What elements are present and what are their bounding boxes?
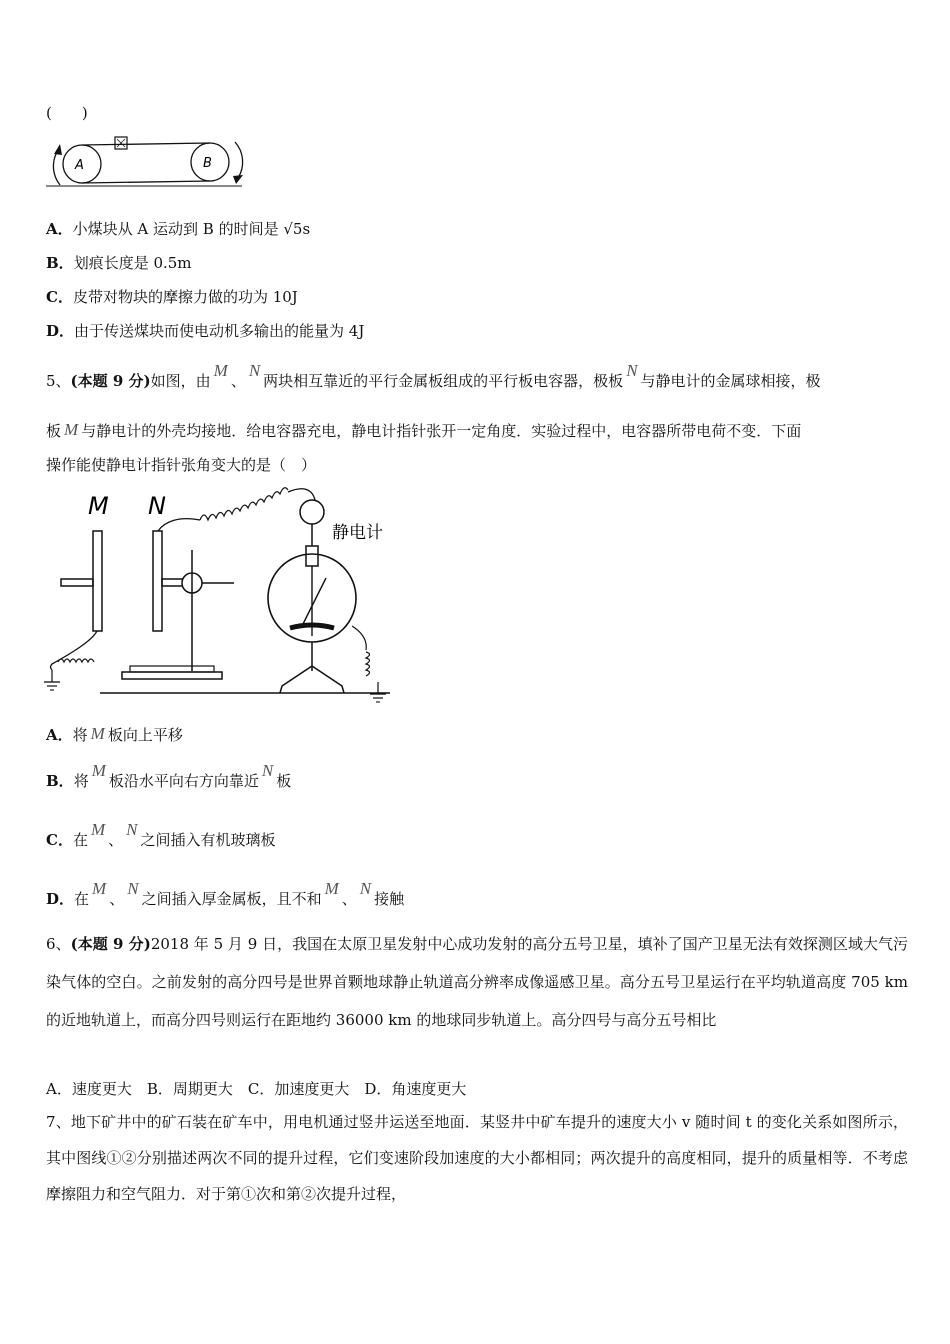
q5-option-c: C．在M、N之间插入有机玻璃板 <box>46 820 276 849</box>
figure-label-n: N <box>148 492 166 520</box>
q6-options: A．速度更大 B．周期更大 C．加速度更大 D．角速度更大 <box>46 1080 467 1098</box>
electroscope-capacitor-figure <box>40 486 400 708</box>
label-a: A <box>75 158 84 173</box>
q6-body: 6、(本题 9 分)2018 年 5 月 9 日，我国在太原卫星发射中心成功发射的高分五号卫星，填补了国产卫星无法有效探测区域大气污染气体的空白。之前发射的高分四号是世界首颗地球静止轨道高分辨率成像遥感卫星。高分五号卫星运行在平均轨道高度 705 km 的近地轨道上，而高分四号则运行在距地约 36000 km 的地球同步轨道上。高分四号与高分五号相比 <box>46 935 909 1029</box>
plate-n <box>153 531 162 631</box>
q5-option-a: A．将 M 板向上平移 <box>46 724 183 744</box>
q5-line-3: 操作能使静电计指针张角变大的是（ ） <box>46 456 317 474</box>
plate-m <box>93 531 102 631</box>
meter-label: 静电计 <box>332 523 383 543</box>
meter-ball <box>300 500 324 524</box>
q4-option-c: C．皮带对物块的摩擦力做的功为 10J <box>46 288 298 306</box>
q4-option-b: B．划痕长度是 0.5m <box>46 254 192 272</box>
label-b: B <box>203 156 212 171</box>
answer-parentheses: ( ) <box>46 104 88 122</box>
q5-option-d: D．在M、N之间插入厚金属板，且不和M、N接触 <box>46 879 405 908</box>
meter-needle <box>302 578 326 626</box>
q5-line-2: 板 M 与静电计的外壳均接地．给电容器充电，静电计指针张开一定角度．实验过程中，电容器所带电荷不变．下面 <box>46 420 802 440</box>
conveyor-belt-figure <box>42 130 248 192</box>
q4-option-d: D．由于传送煤块而使电动机多输出的能量为 4J <box>46 322 365 340</box>
figure-label-m: M <box>88 492 109 520</box>
q4-option-a: A．小煤块从 A 运动到 B 的时间是 √5s <box>46 220 311 238</box>
q5-option-b: B．将M板沿水平向右方向靠近N板 <box>46 761 292 790</box>
q7-body: 7、地下矿井中的矿石装在矿车中，用电机通过竖井运送至地面．某竖井中矿车提升的速度大小 v 随时间 t 的变化关系如图所示，其中图线①②分别描述两次不同的提升过程，它们变速阶段加速度的大小都相同；两次提升的高度相同，提升的质量相等．不考虑摩擦阻力和空气阻力．对于第①次和第②次提升过程， <box>46 1113 908 1203</box>
q5-line-1: 5、(本题 9 分)如图，由M、N两块相互靠近的平行金属板组成的平行板电容器，极板N与静电计的金属球相接，极 <box>46 361 821 390</box>
